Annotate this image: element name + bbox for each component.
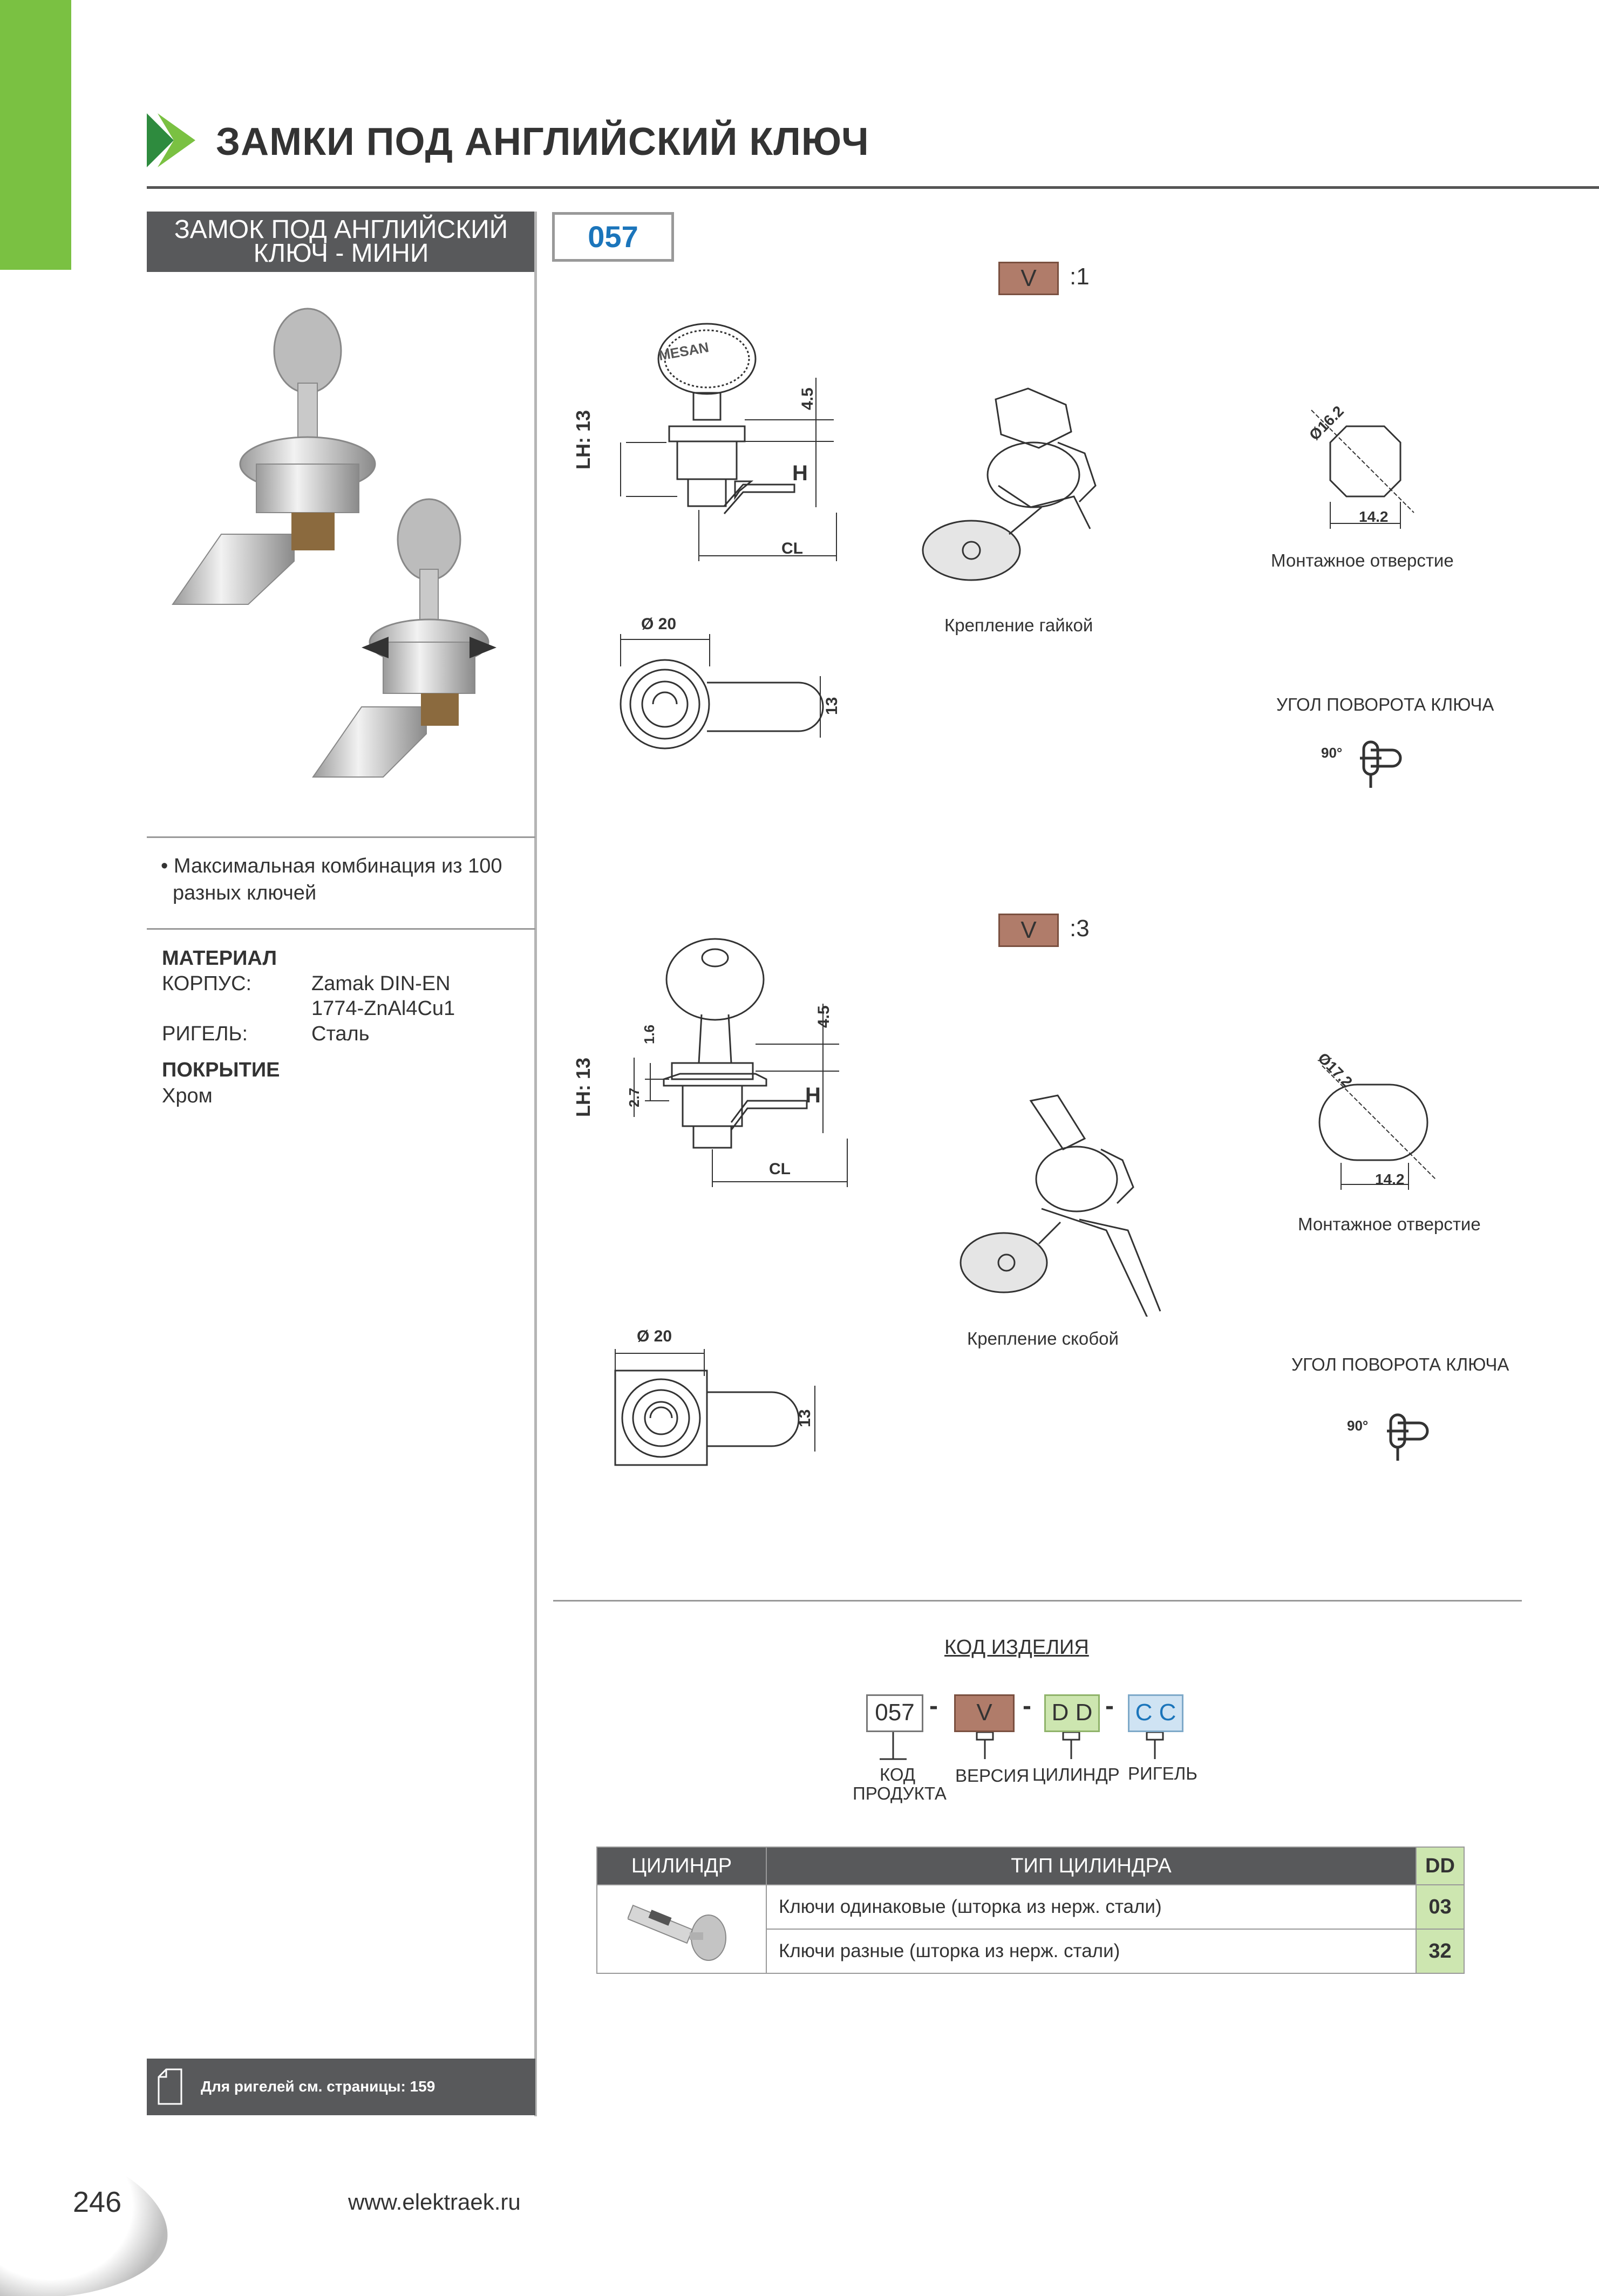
version3-dim-dia20: Ø 20 — [637, 1327, 672, 1345]
code-label-cam: РИГЕЛЬ — [1128, 1763, 1197, 1783]
row1-type: Ключи одинаковые (шторка из нерж. стали) — [766, 1885, 1416, 1929]
coating-title: ПОКРЫТИЕ — [162, 1059, 280, 1081]
version3-hole-diameter: Ø17.2 — [1315, 1050, 1356, 1091]
version1-dim-4-5: 4.5 — [799, 387, 816, 410]
version3-rotation-icon — [1384, 1409, 1438, 1463]
feature-line1: • Максимальная комбинация из 100 — [161, 855, 502, 877]
version1-key-brand: MESAN — [657, 339, 710, 364]
sidebar-header — [147, 212, 535, 272]
version1-chip: V — [998, 262, 1059, 295]
product-code-title: КОД ИЗДЕЛИЯ — [944, 1636, 1089, 1659]
coating-value: Хром — [162, 1085, 213, 1107]
version3-h-label: H — [805, 1084, 821, 1107]
code-section-divider — [553, 1600, 1522, 1602]
product-photo — [157, 302, 529, 799]
sidebar-rule-2 — [147, 928, 535, 930]
version1-hole-diameter: Ø16.2 — [1306, 403, 1347, 444]
cylinder-table — [596, 1847, 1465, 1974]
page-title: ЗАМКИ ПОД АНГЛИЙСКИЙ КЛЮЧ — [216, 120, 869, 163]
version1-angle-title: УГОЛ ПОВОРОТА КЛЮЧА — [1276, 694, 1494, 714]
version3-hole-caption: Монтажное отверстие — [1298, 1214, 1481, 1234]
version3-side-drawing — [583, 934, 863, 1193]
version3-front-drawing — [610, 1344, 847, 1473]
page-number: 246 — [73, 2186, 122, 2218]
body-label: КОРПУС: — [162, 972, 252, 995]
version1-rotation-icon — [1357, 737, 1411, 791]
version3-dim-13: 13 — [796, 1409, 814, 1427]
code-part-version: V — [954, 1694, 1015, 1732]
code-part-cam: C C — [1128, 1694, 1183, 1732]
feature-line2: разных ключей — [173, 882, 317, 904]
cam-reference-bar — [147, 2059, 535, 2115]
code-part-cylinder: D D — [1044, 1694, 1100, 1732]
code-label-product-2: ПРОДУКТА — [853, 1783, 947, 1803]
table-row — [597, 1885, 1464, 1929]
cylinder-image-cell — [597, 1885, 766, 1973]
version1-side-drawing — [583, 318, 863, 577]
code-dash-2: - — [1023, 1692, 1031, 1720]
sidebar-divider — [534, 212, 537, 2116]
version1-front-drawing — [615, 629, 853, 764]
version3-chip: V — [998, 914, 1059, 947]
code-dash-1: - — [929, 1692, 938, 1720]
cam-label: РИГЕЛЬ: — [162, 1023, 248, 1045]
header-cylinder: ЦИЛИНДР — [597, 1847, 766, 1885]
code-part-product: 057 — [866, 1694, 923, 1732]
version1-hole-caption: Монтажное отверстие — [1271, 550, 1454, 570]
cam-reference-text: Для ригелей см. страницы: 159 — [201, 2078, 436, 2095]
document-icon — [157, 2068, 183, 2105]
version3-cl-label: CL — [769, 1160, 791, 1178]
version1-number: :1 — [1070, 263, 1090, 290]
version3-lh-label: LH: 13 — [572, 1057, 594, 1117]
body-value-line2: 1774-ZnAl4Cu1 — [311, 997, 455, 1020]
code-label-version: ВЕРСИЯ — [955, 1766, 1030, 1786]
version3-number: :3 — [1070, 915, 1090, 942]
version3-dim-4-5: 4.5 — [815, 1005, 833, 1028]
version1-dim-13: 13 — [823, 697, 841, 715]
version1-mount-caption: Крепление гайкой — [944, 615, 1093, 635]
title-arrow-icon — [147, 113, 195, 167]
version1-iso-drawing — [917, 378, 1122, 604]
title-divider — [147, 186, 1599, 189]
code-connector-lines — [863, 1732, 1198, 1764]
sidebar-header-line2: КЛЮЧ - МИНИ — [253, 239, 429, 268]
sidebar-rule-1 — [147, 836, 535, 838]
website-url: www.elektraek.ru — [348, 2189, 521, 2215]
version1-cl-label: CL — [781, 540, 803, 557]
version3-angle-title: УГОЛ ПОВОРОТА КЛЮЧА — [1291, 1354, 1509, 1374]
version3-dim-2-7: 2.7 — [626, 1087, 642, 1107]
feature-text — [161, 853, 517, 907]
cylinder-photo — [628, 1886, 736, 1967]
version1-hole-width: 14.2 — [1359, 508, 1389, 525]
material-title: МАТЕРИАЛ — [162, 947, 277, 970]
cam-value: Сталь — [311, 1023, 370, 1045]
version3-iso-drawing — [944, 1090, 1187, 1317]
code-dash-3: - — [1105, 1692, 1114, 1720]
version1-h-label: H — [792, 461, 808, 485]
code-label-cylinder: ЦИЛИНДР — [1032, 1764, 1120, 1784]
version3-dim-1-6: 1.6 — [641, 1024, 657, 1044]
header-cylinder-type: ТИП ЦИЛИНДРА — [766, 1847, 1416, 1885]
sidebar-header-line1: ЗАМОК ПОД АНГЛИЙСКИЙ — [174, 215, 508, 244]
version1-angle-value: 90° — [1321, 745, 1343, 761]
body-value-line1: Zamak DIN-EN — [311, 972, 451, 995]
row1-code: 03 — [1416, 1885, 1464, 1929]
row2-code: 32 — [1416, 1929, 1464, 1973]
row2-type: Ключи разные (шторка из нерж. стали) — [766, 1929, 1416, 1973]
version1-dim-dia20: Ø 20 — [641, 615, 677, 633]
version3-mount-caption: Крепление скобой — [967, 1328, 1119, 1348]
code-label-product-1: КОД — [880, 1764, 916, 1784]
header-dd: DD — [1416, 1847, 1464, 1885]
version3-hole-width: 14.2 — [1375, 1171, 1405, 1188]
version3-angle-value: 90° — [1347, 1418, 1369, 1434]
product-code-box: 057 — [552, 212, 674, 262]
green-corner-tab — [0, 0, 71, 270]
version1-lh-label: LH: 13 — [572, 410, 594, 469]
